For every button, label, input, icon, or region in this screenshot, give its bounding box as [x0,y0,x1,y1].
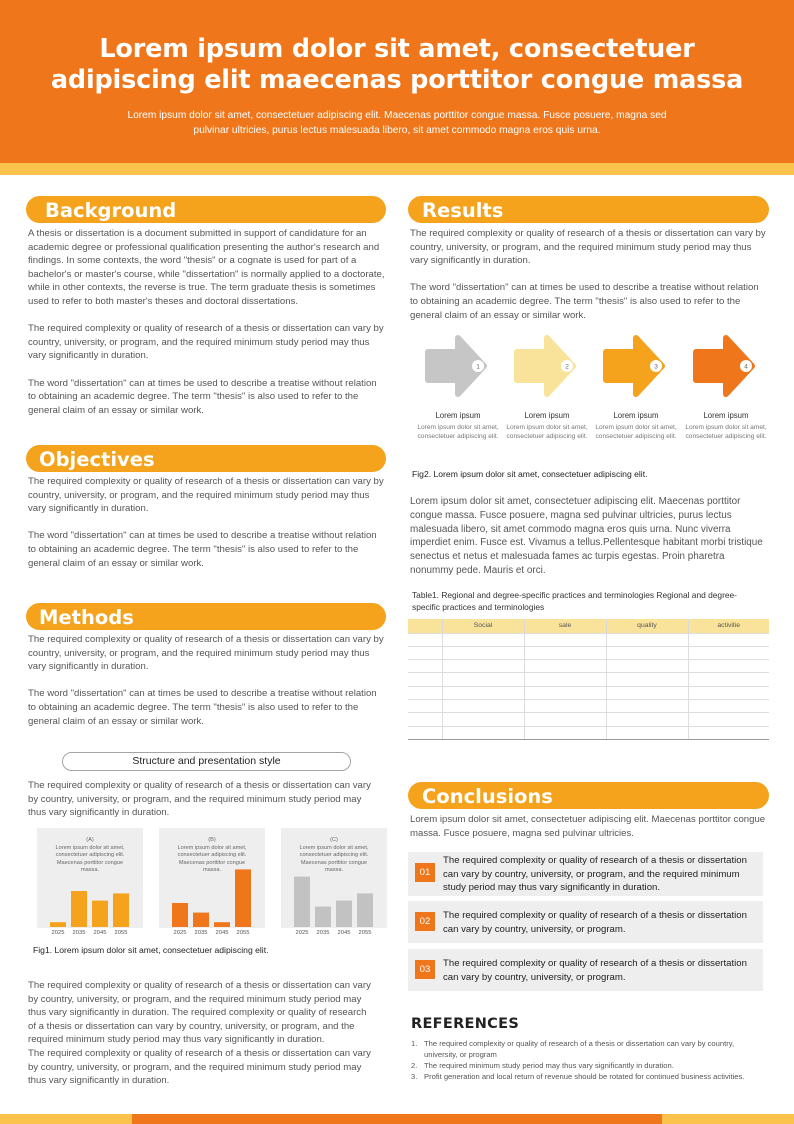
background-paragraph-2: The required complexity or quality of research of a thesis or dissertation can vary by country, university, or program, and the required minimum study period may thus vary significantly in duration. [28,323,384,362]
table-cell [524,713,606,726]
mini-chart-subtitle: Lorem ipsum dolor sit amet, consectetuer adipiscing elit. Maecenas porttitor congue massa. [55,844,125,874]
bar-2035 [193,913,209,927]
step-description: Lorem ipsum dolor sit amet, consectetuer adipiscing elit. [506,424,588,441]
reference-text: The required complexity or quality of research of a thesis or dissertation can vary by country, university, or program [424,1039,735,1059]
conclusion-number: 01 [415,863,435,882]
table-cell [524,726,606,739]
table-cell [442,660,524,673]
mini-chart-plot [281,828,387,928]
reference-item [411,1071,766,1082]
conclusion-item [408,852,763,896]
table-header-cell [408,619,442,633]
table-row [408,686,769,699]
table-cell [408,660,442,673]
table-cell [524,699,606,712]
process-step-3 [594,335,678,399]
mini-chart-label: (B) [208,837,216,843]
table-cell [442,633,524,646]
table-cell [606,713,688,726]
bar-2025 [294,877,310,927]
bar-2045 [92,901,108,927]
reference-text: The required minimum study period may thus vary significantly in duration. [424,1061,674,1070]
table-cell [408,633,442,646]
table-cell [524,633,606,646]
results-body [410,227,768,322]
step-number: 2 [565,363,569,371]
table-header-row [408,619,769,633]
bar-2055 [113,893,129,927]
poster-subtitle-line1: Lorem ipsum dolor sit amet, consectetuer adipiscing elit. Maecenas porttitor congue massa. Fusce posuere, magna sed [127,110,667,121]
x-tick-label: 2035 [72,930,86,936]
reference-text: Profit generation and local return of revenue should be rotated for continued business activities. [424,1072,745,1081]
arrow-icon [511,335,583,399]
table-cell [688,726,769,739]
background-heading-bar [26,196,386,223]
objectives-heading-bar [26,445,386,472]
table-1-title: Table1. Regional and degree-specific practices and terminologies Regional and degree-specific practices and terminologies [412,590,737,612]
figure-2-caption: Fig2. Lorem ipsum dolor sit amet, consectetuer adipiscing elit. [412,469,648,479]
x-tick-label: 2045 [215,930,229,936]
methods-paragraph-3-text: The required complexity or quality of research of a thesis or dissertation can vary by country, university, or program, and the required minimum study period may thus vary significantly in duration. [28,780,371,819]
x-tick-label: 2035 [316,930,330,936]
methods-paragraph-2: The word "dissertation" can at times be used to describe a treatise without relation to obtaining an academic degree. The term "thesis" is also used to refer to the general claim of an essay or similar work. [28,688,377,727]
table-cell [606,646,688,659]
results-heading-bar [408,196,769,223]
table-cell [688,646,769,659]
step-title: Lorem ipsum [613,411,659,420]
table-cell [408,673,442,686]
conclusion-number: 02 [415,912,435,931]
step-title: Lorem ipsum [703,411,749,420]
process-step-1 [416,335,500,399]
mini-chart-subtitle: Lorem ipsum dolor sit amet, consectetuer adipiscing elit. Maecenas porttitor congue massa. [299,844,369,874]
table-cell [606,686,688,699]
structure-label: Structure and presentation style [62,752,351,771]
x-tick-label: 2025 [173,930,187,936]
table-row [408,713,769,726]
table-cell [524,646,606,659]
table-cell [606,660,688,673]
reference-number: 3. [411,1072,418,1081]
arrow-icon [422,335,494,399]
table-cell [524,660,606,673]
x-tick-label: 2055 [114,930,128,936]
table-cell [408,646,442,659]
conclusion-text: The required complexity or quality of research of a thesis or dissertation can vary by country, university, or program, and the required minimum study period may thus vary significantly in duration. [443,855,747,894]
bar-2035 [71,891,87,927]
arrow-icon [600,335,672,399]
table-cell [688,699,769,712]
poster-header [0,0,794,163]
methods-paragraph-3 [28,779,374,820]
methods-heading-bar [26,603,386,630]
step-description: Lorem ipsum dolor sit amet, consectetuer adipiscing elit. [595,424,677,441]
step-title: Lorem ipsum [524,411,570,420]
step-description: Lorem ipsum dolor sit amet, consectetuer adipiscing elit. [417,424,499,441]
bar-2045 [336,901,352,927]
background-paragraph-3: The word "dissertation" can at times be used to describe a treatise without relation to obtaining an academic degree. The term "thesis" is also used to refer to the general claim of an essay or similar work. [28,377,377,416]
results-table [408,619,769,740]
results-paragraph-1: The required complexity or quality of research of a thesis or dissertation can vary by country, university, or program, and the required minimum study period may thus vary significantly in duration. [410,228,766,267]
methods-paragraph-1: The required complexity or quality of research of a thesis or dissertation can vary by country, university, or program, and the required minimum study period may thus vary significantly in duration. [28,634,384,673]
table-cell [408,686,442,699]
references-heading: REFERENCES [411,1016,520,1032]
mini-chart-a [37,828,143,928]
poster-subtitle [97,108,697,138]
bar-2055 [235,869,251,927]
x-tick-label: 2025 [295,930,309,936]
x-tick-label: 2045 [93,930,107,936]
table-cell [688,660,769,673]
conclusion-number: 03 [415,960,435,979]
x-tick-label: 2045 [337,930,351,936]
bar-2025 [50,922,66,927]
x-tick-label: 2025 [51,930,65,936]
table-cell [606,699,688,712]
table-cell [408,713,442,726]
process-step-4 [684,335,768,399]
results-paragraph-3: Lorem ipsum dolor sit amet, consectetuer adipiscing elit. Maecenas porttitor congue massa. Fusce posuere, magna sed pulvinar ultricies, purus lectus malesuada libero, sit amet commodo magna eros quis urna. Nunc viverra imperdiet enim. Fusce est. Vivamus a tellus.Pellentesque habitant morbi tristique senectus et netus et malesuada fames ac turpis egestas. Proin pharetra nonummy pede. Mauris et orci. [410,496,763,576]
conclusions-heading: Conclusions [422,785,553,808]
table-row [408,699,769,712]
table-row [408,646,769,659]
table-cell [524,686,606,699]
mini-chart-label: (C) [330,837,338,843]
bar-2035 [315,907,331,927]
reference-item [411,1038,766,1060]
methods-lower-body [28,979,374,1088]
table-cell [606,633,688,646]
objectives-body [28,475,386,570]
objectives-paragraph-2: The word "dissertation" can at times be used to describe a treatise without relation to obtaining an academic degree. The term "thesis" is also used to refer to the general claim of an essay or similar work. [28,530,377,569]
results-paragraph-2: The word "dissertation" can at times be used to describe a treatise without relation to obtaining an academic degree. The term "thesis" is also used to refer to the general claim of an essay or similar work. [410,282,759,321]
bar-2025 [172,903,188,927]
step-number: 1 [476,363,480,371]
x-tick-label: 2035 [194,930,208,936]
conclusions-heading-bar [408,782,769,809]
x-tick-label: 2055 [358,930,372,936]
table-header-cell: quality [606,619,688,633]
step-title: Lorem ipsum [435,411,481,420]
table-row [408,660,769,673]
table-row [408,673,769,686]
table-cell [408,699,442,712]
x-tick-label: 2055 [236,930,250,936]
table-cell [408,726,442,739]
mini-chart-subtitle: Lorem ipsum dolor sit amet, consectetuer adipiscing elit. Maecenas porttitor congue massa. [177,844,247,874]
reference-item [411,1060,766,1071]
bar-2045 [214,922,230,927]
table-cell [442,646,524,659]
poster-title [0,0,794,96]
reference-number: 1. [411,1039,418,1048]
poster-subtitle-line2: pulvinar ultricies, purus lectus malesuada libero, sit amet commodo magna eros quis urna. [193,125,601,136]
conclusion-text: The required complexity or quality of research of a thesis or dissertation can vary by country, university, or program. [443,910,747,935]
figure-1-caption: Fig1. Lorem ipsum dolor sit amet, consectetuer adipiscing elit. [33,945,269,955]
table-cell [442,673,524,686]
arrow-icon [690,335,762,399]
background-body [28,227,386,417]
conclusion-item [408,901,763,943]
results-heading: Results [422,199,504,222]
mini-chart-plot [37,828,143,928]
poster-title-line1: Lorem ipsum dolor sit amet, consectetuer [99,34,695,64]
header-stripe [0,163,794,175]
step-number: 3 [654,363,658,371]
mini-chart-label: (A) [86,837,94,843]
table-header-cell: sale [524,619,606,633]
table-cell [442,726,524,739]
table-cell [442,686,524,699]
background-heading: Background [45,199,177,222]
table-cell [524,673,606,686]
mini-chart-plot [159,828,265,928]
conclusions-intro: Lorem ipsum dolor sit amet, consectetuer adipiscing elit. Maecenas porttitor congue massa. Fusce posuere, magna sed pulvinar ultricies. [410,814,766,839]
objectives-paragraph-1: The required complexity or quality of research of a thesis or dissertation can vary by country, university, or program, and the required minimum study period may thus vary significantly in duration. [28,476,384,515]
mini-chart-b [159,828,265,928]
step-description: Lorem ipsum dolor sit amet, consectetuer adipiscing elit. [685,424,767,441]
table-row [408,633,769,646]
table-header-cell: activitie [688,619,769,633]
table-header-cell: Social [442,619,524,633]
table-cell [688,686,769,699]
footer-stripe-accent [132,1114,662,1124]
table-cell [688,673,769,686]
conclusion-text: The required complexity or quality of research of a thesis or dissertation can vary by country, university, or program. [443,958,747,983]
process-step-2 [505,335,589,399]
methods-body [28,633,386,728]
table-cell [442,713,524,726]
table-cell [606,673,688,686]
methods-paragraph-5: The required complexity or quality of research of a thesis or dissertation can vary by country, university, or program, and the required minimum study period may thus vary significantly in duration. [28,1047,371,1087]
objectives-heading: Objectives [39,448,155,471]
table-cell [688,713,769,726]
background-paragraph-1: A thesis or dissertation is a document submitted in support of candidature for an academic degree or professional qualification presenting the author's research and findings. In some contexts, the word "thesis" or a cognate is used for part of a bachelor's or master's course, while "dissertation" is normally applied to a doctorate, while in other contexts, the reverse is true. The term graduate thesis is sometimes used to refer to both master's theses and doctoral dissertations. [28,228,385,307]
mini-chart-c [281,828,387,928]
reference-number: 2. [411,1061,418,1070]
references-list [411,1038,766,1082]
table-row [408,726,769,739]
methods-paragraph-4: The required complexity or quality of research of a thesis or dissertation can vary by country, university, or program, and the required minimum study period may thus vary significantly in duration. The required complexity or quality of research of a thesis or dissertation can vary by country, university, or program, and the required minimum study period may thus vary significantly in duration. [28,980,371,1046]
bar-2055 [357,893,373,927]
table-cell [442,699,524,712]
poster-title-line2: adipiscing elit maecenas porttitor congue massa [50,65,744,95]
table-cell [688,633,769,646]
methods-heading: Methods [39,606,134,629]
step-number: 4 [744,363,748,371]
conclusion-item [408,949,763,991]
table-cell [606,726,688,739]
